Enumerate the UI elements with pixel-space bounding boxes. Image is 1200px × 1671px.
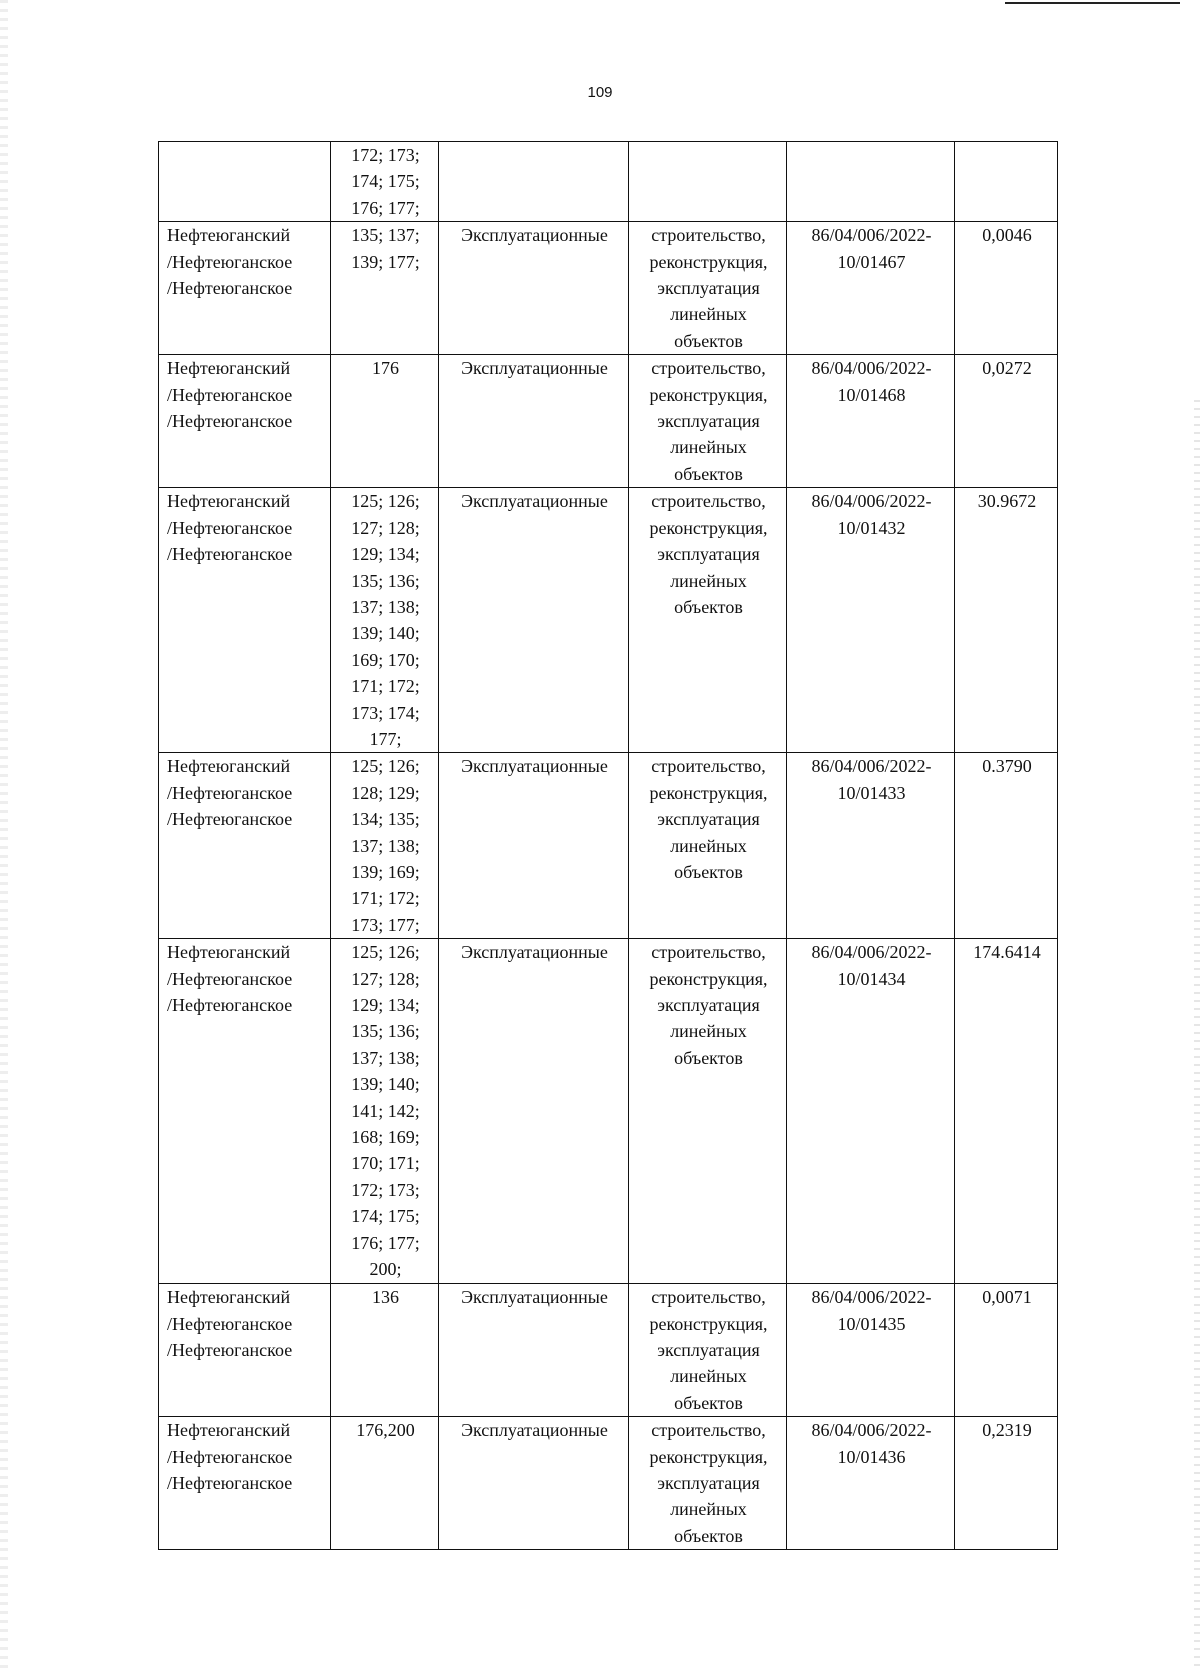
reg-number-cell: 86/04/006/2022- 10/01468 — [787, 355, 955, 488]
table-row — [159, 142, 1058, 222]
use-cell: строительство, реконструкция, эксплуатация линейных объектов — [629, 488, 787, 753]
numbers-cell: 135; 137; 139; 177; — [331, 222, 439, 355]
scan-line-top — [1005, 2, 1180, 4]
use-cell: строительство, реконструкция, эксплуатация линейных объектов — [629, 355, 787, 488]
value-cell: 174.6414 — [955, 939, 1058, 1284]
category-cell: Эксплуатационные — [439, 355, 629, 488]
page-number: 109 — [587, 84, 613, 101]
numbers-cell: 172; 173; 174; 175; 176; 177; — [331, 142, 439, 222]
table-row — [159, 753, 1058, 939]
table-row — [159, 488, 1058, 753]
reg-number-cell: 86/04/006/2022- 10/01467 — [787, 222, 955, 355]
scan-edge-left — [0, 0, 8, 1671]
value-cell: 0,2319 — [955, 1417, 1058, 1550]
category-cell: Эксплуатационные — [439, 753, 629, 939]
category-cell: Эксплуатационные — [439, 939, 629, 1284]
table-row — [159, 939, 1058, 1284]
area-cell: Нефтеюганский /Нефтеюганское /Нефтеюганское — [159, 753, 331, 939]
register-table-body — [159, 142, 1058, 1550]
numbers-cell: 176,200 — [331, 1417, 439, 1550]
area-cell: Нефтеюганский /Нефтеюганское /Нефтеюганское — [159, 1417, 331, 1550]
area-cell — [159, 142, 331, 222]
scan-edge-right — [1194, 400, 1200, 1671]
category-cell: Эксплуатационные — [439, 222, 629, 355]
use-cell: строительство, реконструкция, эксплуатация линейных объектов — [629, 753, 787, 939]
numbers-cell: 125; 126; 128; 129; 134; 135; 137; 138; 139; 169; 171; 172; 173; 177; — [331, 753, 439, 939]
value-cell — [955, 142, 1058, 222]
value-cell: 0,0071 — [955, 1284, 1058, 1417]
use-cell: строительство, реконструкция, эксплуатация линейных объектов — [629, 1417, 787, 1550]
use-cell — [629, 142, 787, 222]
numbers-cell: 125; 126; 127; 128; 129; 134; 135; 136; 137; 138; 139; 140; 141; 142; 168; 169; 170; 171; 172; 173; 174; 175; 176; 177; 200; — [331, 939, 439, 1284]
reg-number-cell — [787, 142, 955, 222]
reg-number-cell: 86/04/006/2022- 10/01436 — [787, 1417, 955, 1550]
reg-number-cell: 86/04/006/2022- 10/01433 — [787, 753, 955, 939]
category-cell — [439, 142, 629, 222]
table-row — [159, 1284, 1058, 1417]
value-cell: 30.9672 — [955, 488, 1058, 753]
table-row — [159, 355, 1058, 488]
reg-number-cell: 86/04/006/2022- 10/01432 — [787, 488, 955, 753]
value-cell: 0,0046 — [955, 222, 1058, 355]
area-cell: Нефтеюганский /Нефтеюганское /Нефтеюганское — [159, 355, 331, 488]
reg-number-cell: 86/04/006/2022- 10/01435 — [787, 1284, 955, 1417]
table-row — [159, 1417, 1058, 1550]
category-cell: Эксплуатационные — [439, 1417, 629, 1550]
use-cell: строительство, реконструкция, эксплуатация линейных объектов — [629, 222, 787, 355]
value-cell: 0,0272 — [955, 355, 1058, 488]
area-cell: Нефтеюганский /Нефтеюганское /Нефтеюганское — [159, 488, 331, 753]
numbers-cell: 176 — [331, 355, 439, 488]
table-row — [159, 222, 1058, 355]
register-table — [158, 141, 1058, 1550]
category-cell: Эксплуатационные — [439, 1284, 629, 1417]
numbers-cell: 125; 126; 127; 128; 129; 134; 135; 136; 137; 138; 139; 140; 169; 170; 171; 172; 173; 174; 177; — [331, 488, 439, 753]
use-cell: строительство, реконструкция, эксплуатация линейных объектов — [629, 1284, 787, 1417]
value-cell: 0.3790 — [955, 753, 1058, 939]
numbers-cell: 136 — [331, 1284, 439, 1417]
reg-number-cell: 86/04/006/2022- 10/01434 — [787, 939, 955, 1284]
area-cell: Нефтеюганский /Нефтеюганское /Нефтеюганское — [159, 1284, 331, 1417]
area-cell: Нефтеюганский /Нефтеюганское /Нефтеюганское — [159, 222, 331, 355]
area-cell: Нефтеюганский /Нефтеюганское /Нефтеюганское — [159, 939, 331, 1284]
category-cell: Эксплуатационные — [439, 488, 629, 753]
use-cell: строительство, реконструкция, эксплуатация линейных объектов — [629, 939, 787, 1284]
